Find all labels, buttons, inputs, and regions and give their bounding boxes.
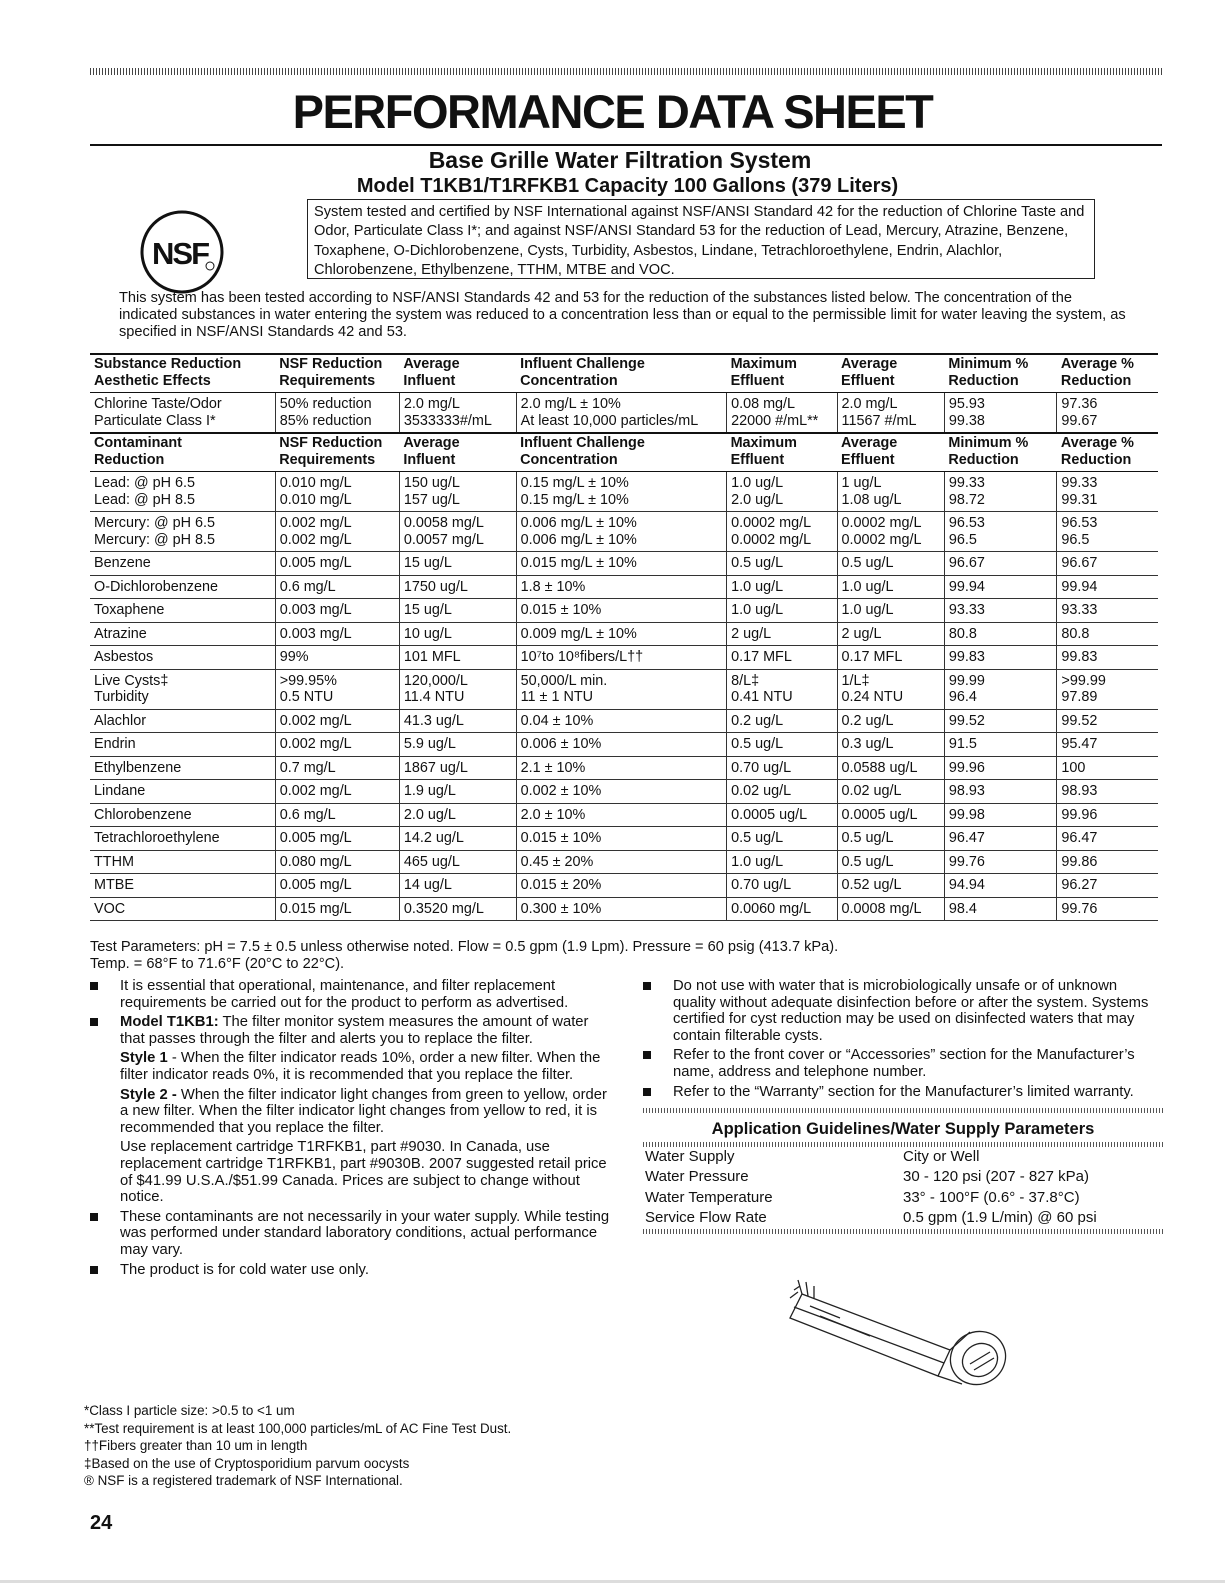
table-cell: 0.2 ug/L bbox=[837, 709, 944, 733]
system-subtitle: Base Grille Water Filtration System bbox=[428, 147, 812, 173]
table-cell: 2.1 ± 10% bbox=[516, 756, 726, 780]
table-cell: 99.83 bbox=[944, 646, 1057, 670]
table-cell: Asbestos bbox=[90, 646, 275, 670]
table-row bbox=[90, 874, 1158, 898]
table-cell: 95.93 99.38 bbox=[944, 393, 1057, 434]
column-header: Average Effluent bbox=[837, 433, 944, 472]
page-number: 24 bbox=[90, 1512, 113, 1534]
column-header: Average % Reduction bbox=[1057, 354, 1158, 393]
table-cell: 99.94 bbox=[944, 575, 1057, 599]
table-cell: O-Dichlorobenzene bbox=[90, 575, 275, 599]
table-cell: 0.04 ± 10% bbox=[516, 709, 726, 733]
table-cell: 99.96 bbox=[944, 756, 1057, 780]
bullet-square-icon bbox=[643, 1088, 651, 1096]
table-cell: 0.0588 ug/L bbox=[837, 756, 944, 780]
table-row bbox=[90, 709, 1158, 733]
table-cell: 99.76 bbox=[1057, 897, 1158, 921]
table-cell: 0.300 ± 10% bbox=[516, 897, 726, 921]
top-dotted-rule bbox=[90, 68, 1162, 75]
table-row bbox=[90, 733, 1158, 757]
model-label: Model T1KB1: bbox=[120, 1014, 219, 1031]
table-cell: Ethylbenzene bbox=[90, 756, 275, 780]
bullet-text: Refer to the front cover or “Accessories” section for the Manufacturer’s name, address and telephone number. bbox=[673, 1047, 1135, 1080]
table-cell: 0.0002 mg/L 0.0002 mg/L bbox=[837, 512, 944, 552]
table-cell: 0.70 ug/L bbox=[727, 756, 837, 780]
table-cell: 0.005 mg/L bbox=[275, 874, 399, 898]
bullet-square-icon bbox=[90, 1266, 98, 1274]
table-cell: 0.7 mg/L bbox=[275, 756, 399, 780]
table-cell: 0.45 ± 20% bbox=[516, 850, 726, 874]
table-cell: 14.2 ug/L bbox=[399, 827, 516, 851]
guidelines-title: Application Guidelines/Water Supply Parameters bbox=[711, 1120, 1095, 1139]
table-cell: 10⁷to 10⁸fibers/L†† bbox=[516, 646, 726, 670]
bullet-square-icon bbox=[90, 1018, 98, 1026]
table-header-row bbox=[90, 354, 1158, 393]
table-cell: 0.5 ug/L bbox=[727, 552, 837, 576]
nsf-logo bbox=[140, 210, 224, 294]
table-cell: 0.015 ± 20% bbox=[516, 874, 726, 898]
table-cell: 120,000/L 11.4 NTU bbox=[399, 669, 516, 709]
table-cell: 2.0 mg/L 11567 #/mL bbox=[837, 393, 944, 434]
table-cell: 98.93 bbox=[944, 780, 1057, 804]
intro-paragraph: This system has been tested according to NSF/ANSI Standards 42 and 53 for the reduction of the substances listed below. The concentration of the indicated substances in water entering the system was reduced to a concentration less than or equal to the permissible limit for water leaving the system, as specified in NSF/ANSI Standards 42 and 53. bbox=[119, 290, 1126, 340]
table-cell: 1.0 ug/L bbox=[837, 575, 944, 599]
table-cell: 99% bbox=[275, 646, 399, 670]
table-cell: 0.002 mg/L bbox=[275, 780, 399, 804]
left-notes-column bbox=[90, 978, 610, 1281]
table-row bbox=[90, 575, 1158, 599]
table-row bbox=[90, 552, 1158, 576]
column-header: Minimum % Reduction bbox=[944, 354, 1057, 393]
table-cell: 0.006 mg/L ± 10% 0.006 mg/L ± 10% bbox=[516, 512, 726, 552]
table-cell: 50,000/L min. 11 ± 1 NTU bbox=[516, 669, 726, 709]
table-cell: >99.99 97.89 bbox=[1057, 669, 1158, 709]
table-cell: 99.52 bbox=[1057, 709, 1158, 733]
column-header: Average Influent bbox=[399, 433, 516, 472]
table-cell: 0.5 ug/L bbox=[727, 733, 837, 757]
bullet-item bbox=[90, 1262, 610, 1279]
table-cell: Live Cysts‡ Turbidity bbox=[90, 669, 275, 709]
table-cell: 0.0058 mg/L 0.0057 mg/L bbox=[399, 512, 516, 552]
table-cell: 14 ug/L bbox=[399, 874, 516, 898]
table-cell: 0.70 ug/L bbox=[727, 874, 837, 898]
bullet-text: Refer to the “Warranty” section for the Manufacturer’s limited warranty. bbox=[673, 1083, 1134, 1100]
style-1-label: Style 1 bbox=[120, 1050, 168, 1067]
table-cell: 0.0008 mg/L bbox=[837, 897, 944, 921]
performance-table bbox=[90, 353, 1158, 921]
bullet-square-icon bbox=[643, 1051, 651, 1059]
table-cell: 41.3 ug/L bbox=[399, 709, 516, 733]
column-header: Average % Reduction bbox=[1057, 433, 1158, 472]
table-cell: 1.0 ug/L 2.0 ug/L bbox=[727, 472, 837, 512]
bullet-item bbox=[90, 1014, 610, 1047]
table-cell: 2.0 mg/L 3533333#/mL bbox=[399, 393, 516, 434]
guidelines-row bbox=[643, 1167, 1163, 1188]
bullet-text: These contaminants are not necessarily in your water supply. While testing was performed under standard laboratory conditions, actual performance may vary. bbox=[120, 1208, 610, 1258]
bullet-item bbox=[643, 1084, 1163, 1101]
footnote: **Test requirement is at least 100,000 particles/mL of AC Fine Test Dust. bbox=[84, 1420, 512, 1436]
bottom-edge bbox=[0, 1580, 1225, 1583]
table-cell: 97.36 99.67 bbox=[1057, 393, 1158, 434]
table-cell: 0.002 mg/L bbox=[275, 733, 399, 757]
table-cell: 1867 ug/L bbox=[399, 756, 516, 780]
table-cell: 99.98 bbox=[944, 803, 1057, 827]
guidelines-row bbox=[643, 1147, 1163, 1168]
table-cell: 101 MFL bbox=[399, 646, 516, 670]
table-cell: 99.86 bbox=[1057, 850, 1158, 874]
table-cell: Chlorobenzene bbox=[90, 803, 275, 827]
table-cell: 1.8 ± 10% bbox=[516, 575, 726, 599]
guideline-key: Water Pressure bbox=[645, 1168, 749, 1186]
table-cell: 0.015 mg/L ± 10% bbox=[516, 552, 726, 576]
table-cell: 2.0 ug/L bbox=[399, 803, 516, 827]
table-cell: 0.5 ug/L bbox=[837, 827, 944, 851]
table-cell: >99.95% 0.5 NTU bbox=[275, 669, 399, 709]
table-cell: 93.33 bbox=[1057, 599, 1158, 623]
table-cell: Chlorine Taste/Odor Particulate Class I* bbox=[90, 393, 275, 434]
table-header-row bbox=[90, 433, 1158, 472]
guideline-key: Service Flow Rate bbox=[645, 1209, 767, 1227]
dotted-divider bbox=[643, 1229, 1163, 1234]
table-row bbox=[90, 756, 1158, 780]
column-header: Substance Reduction Aesthetic Effects bbox=[90, 354, 275, 393]
table-cell: Toxaphene bbox=[90, 599, 275, 623]
column-header: Maximum Effluent bbox=[727, 354, 837, 393]
table-cell: 96.47 bbox=[1057, 827, 1158, 851]
table-cell: 0.0005 ug/L bbox=[837, 803, 944, 827]
table-cell: 0.005 mg/L bbox=[275, 552, 399, 576]
table-cell: 0.006 ± 10% bbox=[516, 733, 726, 757]
style-1-note bbox=[90, 1050, 610, 1083]
table-cell: 15 ug/L bbox=[399, 599, 516, 623]
page-title: PERFORMANCE DATA SHEET bbox=[292, 85, 933, 138]
table-row bbox=[90, 827, 1158, 851]
guideline-value: 0.5 gpm (1.9 L/min) @ 60 psi bbox=[903, 1209, 1097, 1227]
table-cell: 0.003 mg/L bbox=[275, 622, 399, 646]
table-cell: 1 ug/L 1.08 ug/L bbox=[837, 472, 944, 512]
guideline-key: Water Temperature bbox=[645, 1188, 773, 1206]
table-cell: Atrazine bbox=[90, 622, 275, 646]
guideline-value: City or Well bbox=[903, 1147, 980, 1165]
table-cell: Mercury: @ pH 6.5 Mercury: @ pH 8.5 bbox=[90, 512, 275, 552]
table-cell: 0.5 ug/L bbox=[727, 827, 837, 851]
guideline-value: 30 - 120 psi (207 - 827 kPa) bbox=[903, 1168, 1089, 1186]
table-cell: Tetrachloroethylene bbox=[90, 827, 275, 851]
table-cell: 10 ug/L bbox=[399, 622, 516, 646]
filter-cartridge-illustration bbox=[780, 1272, 1020, 1392]
table-cell: 0.02 ug/L bbox=[727, 780, 837, 804]
table-cell: 100 bbox=[1057, 756, 1158, 780]
model-capacity-line: Model T1KB1/T1RFKB1 Capacity 100 Gallons (379 Liters) bbox=[356, 175, 899, 197]
style-2-note bbox=[90, 1087, 610, 1137]
bullet-item bbox=[643, 1047, 1163, 1080]
right-notes-column bbox=[643, 978, 1163, 1234]
table-cell: 1.0 ug/L bbox=[727, 850, 837, 874]
table-cell: 0.002 ± 10% bbox=[516, 780, 726, 804]
table-cell: 2.0 mg/L ± 10% At least 10,000 particles/mL bbox=[516, 393, 726, 434]
nsf-logo-text: NSF bbox=[152, 236, 208, 271]
footnote: *Class I particle size: >0.5 to <1 um bbox=[84, 1403, 295, 1418]
table-cell: 99.83 bbox=[1057, 646, 1158, 670]
column-header: Average Influent bbox=[399, 354, 516, 393]
table-cell: 95.47 bbox=[1057, 733, 1158, 757]
table-row bbox=[90, 472, 1158, 512]
table-cell: 5.9 ug/L bbox=[399, 733, 516, 757]
guidelines-table bbox=[643, 1147, 1163, 1229]
table-cell: 1.9 ug/L bbox=[399, 780, 516, 804]
table-row bbox=[90, 669, 1158, 709]
table-cell: 0.010 mg/L 0.010 mg/L bbox=[275, 472, 399, 512]
table-cell: 99.76 bbox=[944, 850, 1057, 874]
table-cell: 0.0005 ug/L bbox=[727, 803, 837, 827]
table-cell: 93.33 bbox=[944, 599, 1057, 623]
table-cell: 1.0 ug/L bbox=[727, 575, 837, 599]
bullet-text: The filter monitor system measures the amount of water that passes through the filter and alerts you to replace the filter. bbox=[120, 1014, 589, 1047]
table-cell: 0.0060 mg/L bbox=[727, 897, 837, 921]
table-cell: 96.67 bbox=[944, 552, 1057, 576]
table-cell: 50% reduction 85% reduction bbox=[275, 393, 399, 434]
table-cell: 99.52 bbox=[944, 709, 1057, 733]
table-row bbox=[90, 646, 1158, 670]
footnote: ‡Based on the use of Cryptosporidium parvum oocysts bbox=[84, 1455, 410, 1471]
table-cell: Alachlor bbox=[90, 709, 275, 733]
table-cell: 0.5 ug/L bbox=[837, 552, 944, 576]
bullet-text: Do not use with water that is microbiologically unsafe or of unknown quality without adequate disinfection before or after the system. Systems certified for cyst reduction may be used on disinfected waters that may contain filterable cysts. bbox=[673, 978, 1149, 1044]
table-cell: 98.93 bbox=[1057, 780, 1158, 804]
table-cell: 98.4 bbox=[944, 897, 1057, 921]
table-cell: 80.8 bbox=[944, 622, 1057, 646]
bullet-square-icon bbox=[90, 1213, 98, 1221]
table-cell: 0.5 ug/L bbox=[837, 850, 944, 874]
table-cell: 0.005 mg/L bbox=[275, 827, 399, 851]
table-cell: 0.2 ug/L bbox=[727, 709, 837, 733]
table-row bbox=[90, 622, 1158, 646]
table-cell: 99.99 96.4 bbox=[944, 669, 1057, 709]
table-cell: 0.015 mg/L bbox=[275, 897, 399, 921]
table-cell: VOC bbox=[90, 897, 275, 921]
guideline-key: Water Supply bbox=[645, 1147, 735, 1165]
footnotes bbox=[84, 1402, 784, 1490]
guideline-value: 33° - 100°F (0.6° - 37.8°C) bbox=[903, 1188, 1080, 1206]
table-row bbox=[90, 393, 1158, 434]
column-header: Influent Challenge Concentration bbox=[516, 433, 726, 472]
table-cell: 80.8 bbox=[1057, 622, 1158, 646]
table-row bbox=[90, 512, 1158, 552]
table-cell: Benzene bbox=[90, 552, 275, 576]
table-cell: 0.15 mg/L ± 10% 0.15 mg/L ± 10% bbox=[516, 472, 726, 512]
table-cell: 1.0 ug/L bbox=[837, 599, 944, 623]
table-cell: 465 ug/L bbox=[399, 850, 516, 874]
column-header: NSF Reduction Requirements bbox=[275, 354, 399, 393]
bullet-text: The product is for cold water use only. bbox=[120, 1261, 369, 1278]
table-cell: 0.015 ± 10% bbox=[516, 599, 726, 623]
column-header: Contaminant Reduction bbox=[90, 433, 275, 472]
table-cell: Endrin bbox=[90, 733, 275, 757]
style-2-text: When the filter indicator light changes from green to yellow, order a new filter. When the filter indicator light changes from yellow to red, it is recommended that you replace the filter. bbox=[120, 1086, 607, 1136]
table-cell: 0.015 ± 10% bbox=[516, 827, 726, 851]
table-cell: 150 ug/L 157 ug/L bbox=[399, 472, 516, 512]
table-cell: MTBE bbox=[90, 874, 275, 898]
table-cell: 0.080 mg/L bbox=[275, 850, 399, 874]
column-header: Minimum % Reduction bbox=[944, 433, 1057, 472]
replacement-cartridge-note: Use replacement cartridge T1RFKB1, part #9030. In Canada, use replacement cartridge T1RFKB1, part #9030B. 2007 suggested retail price of $41.99 U.S.A./$51.99 Canada. Prices are subject to change without notice. bbox=[120, 1139, 607, 1206]
footnote: ® NSF is a registered trademark of NSF International. bbox=[84, 1473, 403, 1488]
bullet-item bbox=[90, 1209, 610, 1259]
dotted-divider bbox=[643, 1108, 1163, 1113]
table-cell: 0.17 MFL bbox=[837, 646, 944, 670]
certification-box: System tested and certified by NSF International against NSF/ANSI Standard 42 for the reduction of Chlorine Taste and Odor, Particulate Class I*; and against NSF/ANSI Standard 53 for the reduction of Lead, Mercury, Atrazine, Benzene, Toxaphene, O-Dichlorobenzene, Cysts, Turbidity, Asbestos, Lindane, Tetrachloroethylene, Endrin, Alachlor, Chlorobenzene, Ethylbenzene, TTHM, MTBE and VOC. bbox=[307, 199, 1095, 279]
table-cell: 0.009 mg/L ± 10% bbox=[516, 622, 726, 646]
table-cell: 0.3 ug/L bbox=[837, 733, 944, 757]
bullet-square-icon bbox=[90, 982, 98, 990]
table-cell: 99.33 98.72 bbox=[944, 472, 1057, 512]
table-cell: 15 ug/L bbox=[399, 552, 516, 576]
table-cell: 96.67 bbox=[1057, 552, 1158, 576]
table-row bbox=[90, 803, 1158, 827]
table-cell: 0.6 mg/L bbox=[275, 575, 399, 599]
table-cell: 99.94 bbox=[1057, 575, 1158, 599]
table-cell: 0.02 ug/L bbox=[837, 780, 944, 804]
table-row bbox=[90, 599, 1158, 623]
table-cell: 1750 ug/L bbox=[399, 575, 516, 599]
table-cell: 0.3520 mg/L bbox=[399, 897, 516, 921]
table-row bbox=[90, 780, 1158, 804]
bullet-item bbox=[643, 978, 1163, 1044]
style-2-label: Style 2 - bbox=[120, 1086, 177, 1103]
table-cell: 91.5 bbox=[944, 733, 1057, 757]
table-cell: 0.003 mg/L bbox=[275, 599, 399, 623]
table-cell: 8/L‡ 0.41 NTU bbox=[727, 669, 837, 709]
table-cell: Lindane bbox=[90, 780, 275, 804]
table-cell: 94.94 bbox=[944, 874, 1057, 898]
bullet-item bbox=[90, 978, 610, 1011]
guidelines-row bbox=[643, 1188, 1163, 1209]
table-row bbox=[90, 850, 1158, 874]
table-row bbox=[90, 897, 1158, 921]
table-cell: 2 ug/L bbox=[837, 622, 944, 646]
bullet-text: It is essential that operational, maintenance, and filter replacement requirements be carried out for the product to perform as advertised. bbox=[120, 978, 569, 1011]
table-cell: Lead: @ pH 6.5 Lead: @ pH 8.5 bbox=[90, 472, 275, 512]
table-cell: 99.96 bbox=[1057, 803, 1158, 827]
table-cell: 2.0 ± 10% bbox=[516, 803, 726, 827]
table-cell: 1.0 ug/L bbox=[727, 599, 837, 623]
table-cell: 0.17 MFL bbox=[727, 646, 837, 670]
table-cell: TTHM bbox=[90, 850, 275, 874]
column-header: Maximum Effluent bbox=[727, 433, 837, 472]
test-parameters: Test Parameters: pH = 7.5 ± 0.5 unless otherwise noted. Flow = 0.5 gpm (1.9 Lpm). Pressure = 60 psig (413.7 kPa). Temp. = 68°F to 71.6°F (20°C to 22°C). bbox=[90, 939, 839, 972]
table-cell: 0.08 mg/L 22000 #/mL** bbox=[727, 393, 837, 434]
bullet-square-icon bbox=[643, 982, 651, 990]
guidelines-row bbox=[643, 1208, 1163, 1229]
style-1-text: - When the filter indicator reads 10%, order a new filter. When the filter indicator reads 0%, it is recommended that you replace the filter. bbox=[120, 1050, 601, 1083]
table-cell: 2 ug/L bbox=[727, 622, 837, 646]
table-cell: 0.002 mg/L bbox=[275, 709, 399, 733]
table-cell: 96.27 bbox=[1057, 874, 1158, 898]
table-cell: 1/L‡ 0.24 NTU bbox=[837, 669, 944, 709]
table-cell: 96.47 bbox=[944, 827, 1057, 851]
table-cell: 0.0002 mg/L 0.0002 mg/L bbox=[727, 512, 837, 552]
column-header: NSF Reduction Requirements bbox=[275, 433, 399, 472]
table-cell: 99.33 99.31 bbox=[1057, 472, 1158, 512]
column-header: Influent Challenge Concentration bbox=[516, 354, 726, 393]
table-cell: 96.53 96.5 bbox=[944, 512, 1057, 552]
table-cell: 0.52 ug/L bbox=[837, 874, 944, 898]
table-cell: 0.002 mg/L 0.002 mg/L bbox=[275, 512, 399, 552]
footnote: ††Fibers greater than 10 um in length bbox=[84, 1438, 308, 1453]
column-header: Average Effluent bbox=[837, 354, 944, 393]
table-cell: 96.53 96.5 bbox=[1057, 512, 1158, 552]
table-cell: 0.6 mg/L bbox=[275, 803, 399, 827]
